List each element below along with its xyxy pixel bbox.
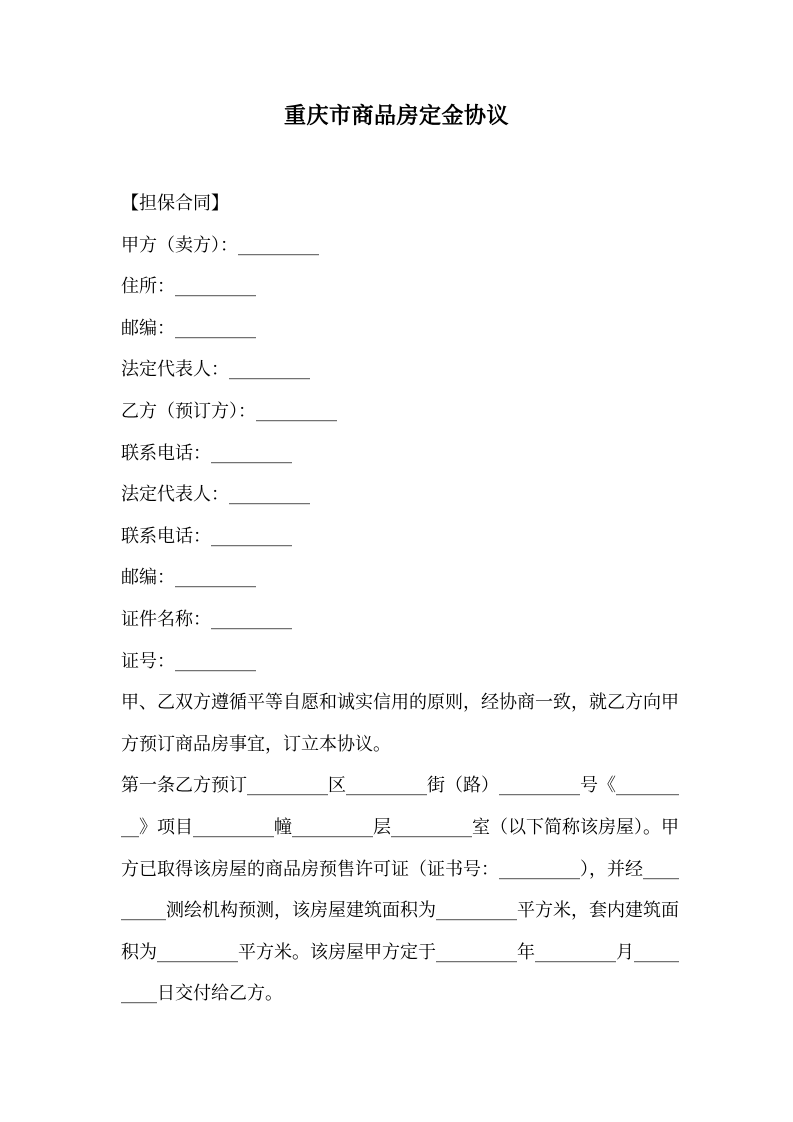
document-body <box>121 183 681 1015</box>
party-a-legal-representative-field: 法定代表人：_________ <box>121 359 310 381</box>
party-b-legal-representative-field: 法定代表人：_________ <box>121 484 310 506</box>
article-one-paragraph: 第一条乙方预订_________区_________街（路）_________号《_________》项目_________幢_________层_________室（以下简称该房屋）。甲方已取得该房屋的商品房预售许可证（证书号：_________），并经_________测绘机构预测，该房屋建筑面积为_________平方米，套内建筑面积为_________平方米。该房屋甲方定于_________年_________月_________日交付给乙方。 <box>121 775 679 1005</box>
agreement-preamble-paragraph: 甲、乙双方遵循平等自愿和诚实信用的原则，经协商一致，就乙方向甲方预订商品房事宜，订立本协议。 <box>121 692 679 755</box>
party-a-postcode-field: 邮编：_________ <box>121 317 256 339</box>
party-b-postcode-field: 邮编：_________ <box>121 567 256 589</box>
party-a-address-field: 住所：_________ <box>121 276 256 298</box>
section-label-guarantee-contract: 【担保合同】 <box>121 193 229 214</box>
id-document-name-field: 证件名称：_________ <box>121 608 292 630</box>
party-b-field: 乙方（预订方）：_________ <box>121 400 337 422</box>
id-number-field: 证号：_________ <box>121 650 256 672</box>
party-b-phone-field: 联系电话：_________ <box>121 442 292 464</box>
document-title: 重庆市商品房定金协议 <box>283 103 509 129</box>
party-b-contact-phone-field: 联系电话：_________ <box>121 525 292 547</box>
party-a-field: 甲方（卖方）：_________ <box>121 234 319 256</box>
